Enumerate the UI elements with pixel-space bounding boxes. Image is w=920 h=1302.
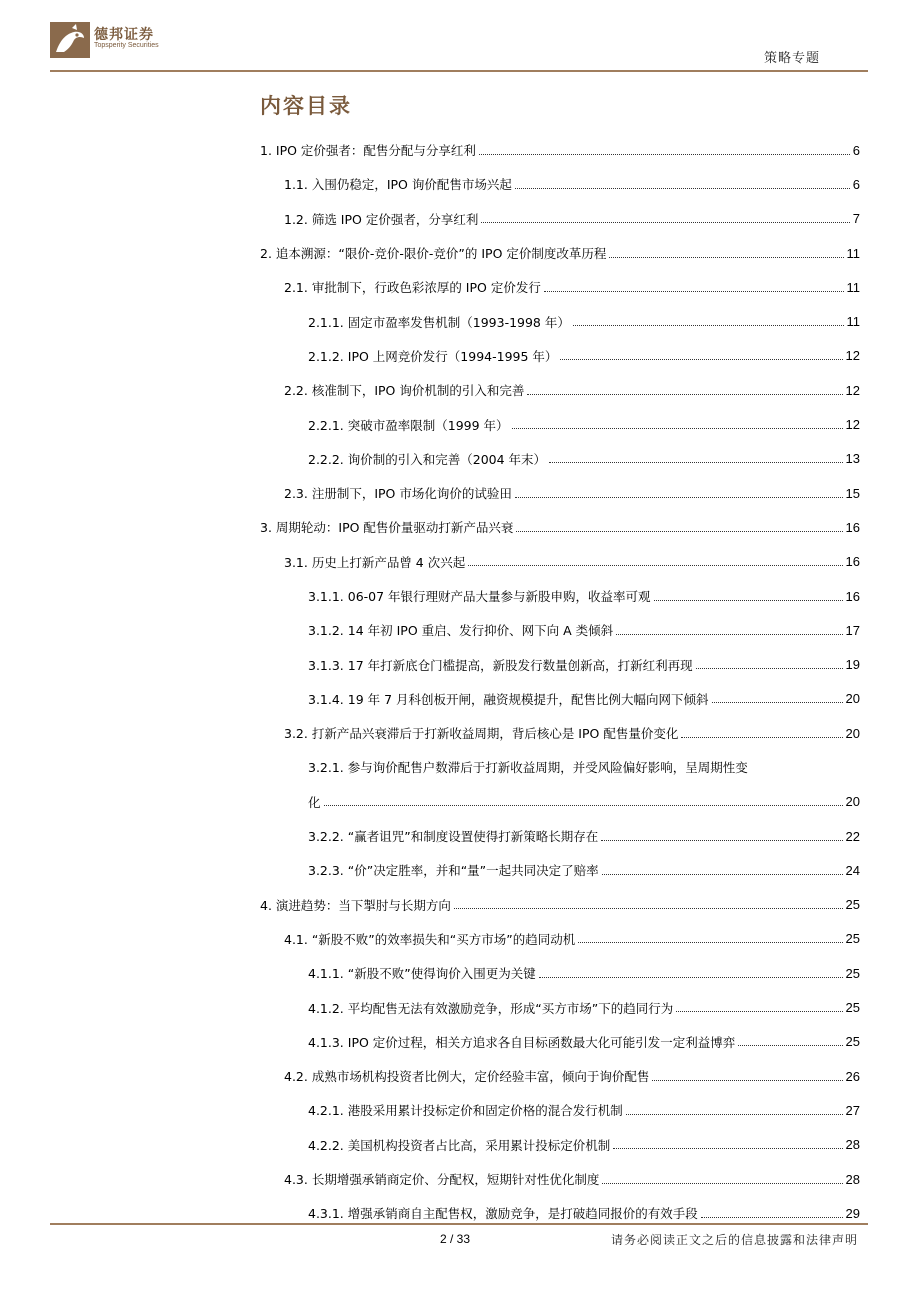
toc-leader-dots: [602, 1183, 842, 1184]
toc-entry[interactable]: [260, 1059, 860, 1093]
toc-leader-dots: [468, 565, 842, 566]
toc-entry-title: 3.1.4. 19 年 7 月科创板开闸，融资规模提升，配售比例大幅向网下倾斜: [308, 691, 709, 707]
toc-entry[interactable]: [260, 990, 860, 1024]
toc-entry[interactable]: [260, 1128, 860, 1162]
toc-entry-title: 1. IPO 定价强者：配售分配与分享红利: [260, 143, 476, 159]
toc-entry-page: 6: [852, 142, 860, 158]
toc-entry-page: 11: [846, 245, 860, 261]
legal-disclaimer: 请务必阅读正文之后的信息披露和法律声明: [610, 1233, 858, 1247]
toc-entry-title: 2.2.2. 询价制的引入和完善（2004 年末）: [308, 451, 547, 467]
toc-leader-dots: [544, 291, 844, 292]
toc-leader-dots: [701, 1217, 843, 1218]
page-number: 2 / 33: [440, 1232, 471, 1246]
toc-entry-title: 4.3. 长期增强承销商定价、分配权，短期针对性优化制度: [284, 1172, 600, 1188]
toc-entry-title: 4.1.3. IPO 定价过程，相关方追求各自目标函数最大化可能引发一定利益博弈: [308, 1034, 736, 1050]
toc-leader-dots: [652, 1080, 842, 1081]
brand-name-en: Topsperity Securities: [94, 42, 159, 49]
toc-leader-dots: [512, 428, 843, 429]
toc-entry-page: 16: [845, 519, 860, 535]
toc-leader-dots: [609, 257, 843, 258]
toc-leader-dots: [616, 634, 842, 635]
toc-entry[interactable]: [260, 270, 860, 304]
toc-entry-title: 4.3.1. 增强承销商自主配售权，激励竞争，是打破趋同报价的有效手段: [308, 1206, 698, 1222]
toc-entry[interactable]: [260, 853, 860, 887]
toc-entry-page: 25: [845, 1034, 860, 1050]
table-of-contents: [260, 133, 860, 1231]
toc-leader-dots: [676, 1011, 842, 1012]
report-category: 策略专题: [763, 51, 820, 66]
toc-entry-page: 20: [845, 691, 860, 707]
toc-entry-title: 化: [308, 794, 321, 810]
toc-entry-title: 2.2.1. 突破市盈率限制（1999 年）: [308, 417, 509, 433]
toc-leader-dots: [481, 222, 849, 223]
toc-entry[interactable]: [260, 1093, 860, 1127]
toc-entry-title: 3.2. 打新产品兴衰滞后于打新收益周期，背后核心是 IPO 配售量价变化: [284, 726, 679, 742]
toc-entry-title: 4.2.1. 港股采用累计投标定价和固定价格的混合发行机制: [308, 1103, 623, 1119]
toc-entry[interactable]: [260, 133, 860, 167]
toc-leader-dots: [578, 942, 842, 943]
toc-entry-page: 28: [845, 1137, 860, 1153]
toc-entry-page: 17: [845, 622, 860, 638]
toc-entry-title: 3.1. 历史上打新产品曾 4 次兴起: [284, 554, 466, 570]
toc-entry[interactable]: [260, 785, 860, 819]
toc-leader-dots: [613, 1148, 842, 1149]
toc-entry-title: 4.1.2. 平均配售无法有效激励竞争，形成“买方市场”下的趋同行为: [308, 1000, 674, 1016]
toc-entry-page: 13: [845, 451, 860, 467]
toc-entry[interactable]: [260, 682, 860, 716]
toc-entry-title: 2. 追本溯源：“限价-竞价-限价-竞价”的 IPO 定价制度改革历程: [260, 246, 607, 262]
toc-entry-page: 25: [845, 897, 860, 913]
toc-entry[interactable]: [260, 202, 860, 236]
toc-entry-page: 12: [845, 417, 860, 433]
toc-leader-dots: [573, 325, 844, 326]
brand-logo-icon: [50, 22, 90, 58]
toc-entry-page: 28: [845, 1171, 860, 1187]
toc-entry-page: 16: [845, 554, 860, 570]
toc-entry-page: 29: [845, 1205, 860, 1221]
toc-entry[interactable]: [260, 1162, 860, 1196]
toc-entry-page: 11: [846, 314, 860, 330]
page-header: [0, 0, 920, 76]
toc-leader-dots: [515, 188, 850, 189]
toc-entry-page: 25: [845, 965, 860, 981]
footer-divider: [50, 1223, 868, 1225]
toc-entry[interactable]: [260, 510, 860, 544]
toc-leader-dots: [539, 977, 843, 978]
toc-entry[interactable]: [260, 304, 860, 338]
toc-entry[interactable]: [260, 579, 860, 613]
toc-leader-dots: [454, 908, 843, 909]
toc-entry-title: 2.1.1. 固定市盈率发售机制（1993-1998 年）: [308, 314, 570, 330]
brand-name: 德邦证券: [94, 27, 154, 43]
toc-leader-dots: [681, 737, 842, 738]
toc-entry[interactable]: [260, 407, 860, 441]
toc-leader-dots: [654, 600, 843, 601]
toc-entry[interactable]: [260, 442, 860, 476]
toc-entry[interactable]: [260, 647, 860, 681]
toc-entry[interactable]: [260, 339, 860, 373]
toc-entry[interactable]: [260, 236, 860, 270]
toc-entry[interactable]: [260, 1025, 860, 1059]
toc-entry[interactable]: [260, 613, 860, 647]
toc-entry-title: 3.1.2. 14 年初 IPO 重启、发行抑价、网下向 A 类倾斜: [308, 623, 614, 639]
toc-leader-dots: [515, 497, 843, 498]
toc-entry[interactable]: [260, 167, 860, 201]
toc-entry-title: 3. 周期轮动：IPO 配售价量驱动打新产品兴衰: [260, 520, 514, 536]
toc-entry-title: 4. 演进趋势：当下掣肘与长期方向: [260, 897, 451, 913]
toc-leader-dots: [324, 805, 843, 806]
toc-entry[interactable]: [260, 1196, 860, 1230]
toc-leader-dots: [602, 874, 843, 875]
toc-entry-page: 26: [845, 1068, 860, 1084]
toc-entry-title: 3.2.2. “赢者诅咒”和制度设置使得打新策略长期存在: [308, 829, 599, 845]
toc-entry-title: 4.2. 成熟市场机构投资者比例大，定价经验丰富，倾向于询价配售: [284, 1069, 650, 1085]
toc-entry-page: 11: [846, 279, 860, 295]
toc-entry-page: 25: [845, 1000, 860, 1016]
toc-entry-page: 25: [845, 931, 860, 947]
toc-entry-page: 20: [845, 794, 860, 810]
toc-entry[interactable]: [260, 888, 860, 922]
toc-entry-title: 3.1.3. 17 年打新底仓门槛提高，新股发行数量创新高，打新红利再现: [308, 657, 693, 673]
toc-leader-dots: [516, 531, 842, 532]
toc-entry-title: 4.1. “新股不败”的效率损失和“买方市场”的趋同动机: [284, 931, 576, 947]
toc-entry[interactable]: [260, 922, 860, 956]
toc-entry-page: 16: [845, 588, 860, 604]
toc-leader-dots: [549, 462, 842, 463]
header-divider: [50, 70, 868, 72]
toc-entry-page: 19: [845, 657, 860, 673]
toc-leader-dots: [626, 1114, 843, 1115]
toc-entry-page: 6: [852, 176, 860, 192]
toc-entry[interactable]: [260, 750, 860, 784]
toc-entry-title: 2.1.2. IPO 上网竞价发行（1994-1995 年）: [308, 348, 558, 364]
toc-entry-title: 3.2.3. “价”决定胜率，并和“量”一起共同决定了赔率: [308, 863, 599, 879]
toc-entry-page: 7: [852, 211, 860, 227]
toc-entry-title: 1.2. 筛选 IPO 定价强者，分享红利: [284, 211, 479, 227]
toc-entry[interactable]: [260, 716, 860, 750]
toc-entry-title: 1.1. 入围仍稳定，IPO 询价配售市场兴起: [284, 177, 512, 193]
toc-title: 内容目录: [260, 93, 352, 118]
toc-leader-dots: [712, 702, 843, 703]
toc-entry-title: 2.1. 审批制下，行政色彩浓厚的 IPO 定价发行: [284, 280, 541, 296]
toc-entry-title: 3.1.1. 06-07 年银行理财产品大量参与新股申购，收益率可观: [308, 589, 651, 604]
toc-entry[interactable]: [260, 545, 860, 579]
toc-entry-page: 24: [845, 862, 860, 878]
toc-leader-dots: [560, 359, 842, 360]
toc-entry-title: 2.3. 注册制下，IPO 市场化询价的试验田: [284, 486, 512, 502]
toc-entry-page: 12: [845, 348, 860, 364]
toc-entry[interactable]: [260, 476, 860, 510]
toc-leader-dots: [696, 668, 843, 669]
toc-entry-page: 12: [845, 382, 860, 398]
toc-leader-dots: [479, 154, 850, 155]
toc-entry-page: 20: [845, 725, 860, 741]
toc-entry-title: 4.2.2. 美国机构投资者占比高，采用累计投标定价机制: [308, 1137, 611, 1153]
toc-entry[interactable]: [260, 819, 860, 853]
toc-entry[interactable]: [260, 956, 860, 990]
toc-entry-page: 15: [845, 485, 860, 501]
toc-leader-dots: [738, 1045, 842, 1046]
toc-leader-dots: [527, 394, 842, 395]
toc-entry-title: 3.2.1. 参与询价配售户数滞后于打新收益周期，并受风险偏好影响，呈周期性变: [308, 760, 748, 776]
toc-entry-page: 22: [845, 828, 860, 844]
toc-entry-title: 4.1.1. “新股不败”使得询价入围更为关键: [308, 966, 536, 982]
toc-entry[interactable]: [260, 373, 860, 407]
toc-leader-dots: [601, 840, 842, 841]
toc-entry-page: 27: [845, 1102, 860, 1118]
toc-entry-title: 2.2. 核准制下，IPO 询价机制的引入和完善: [284, 383, 525, 399]
